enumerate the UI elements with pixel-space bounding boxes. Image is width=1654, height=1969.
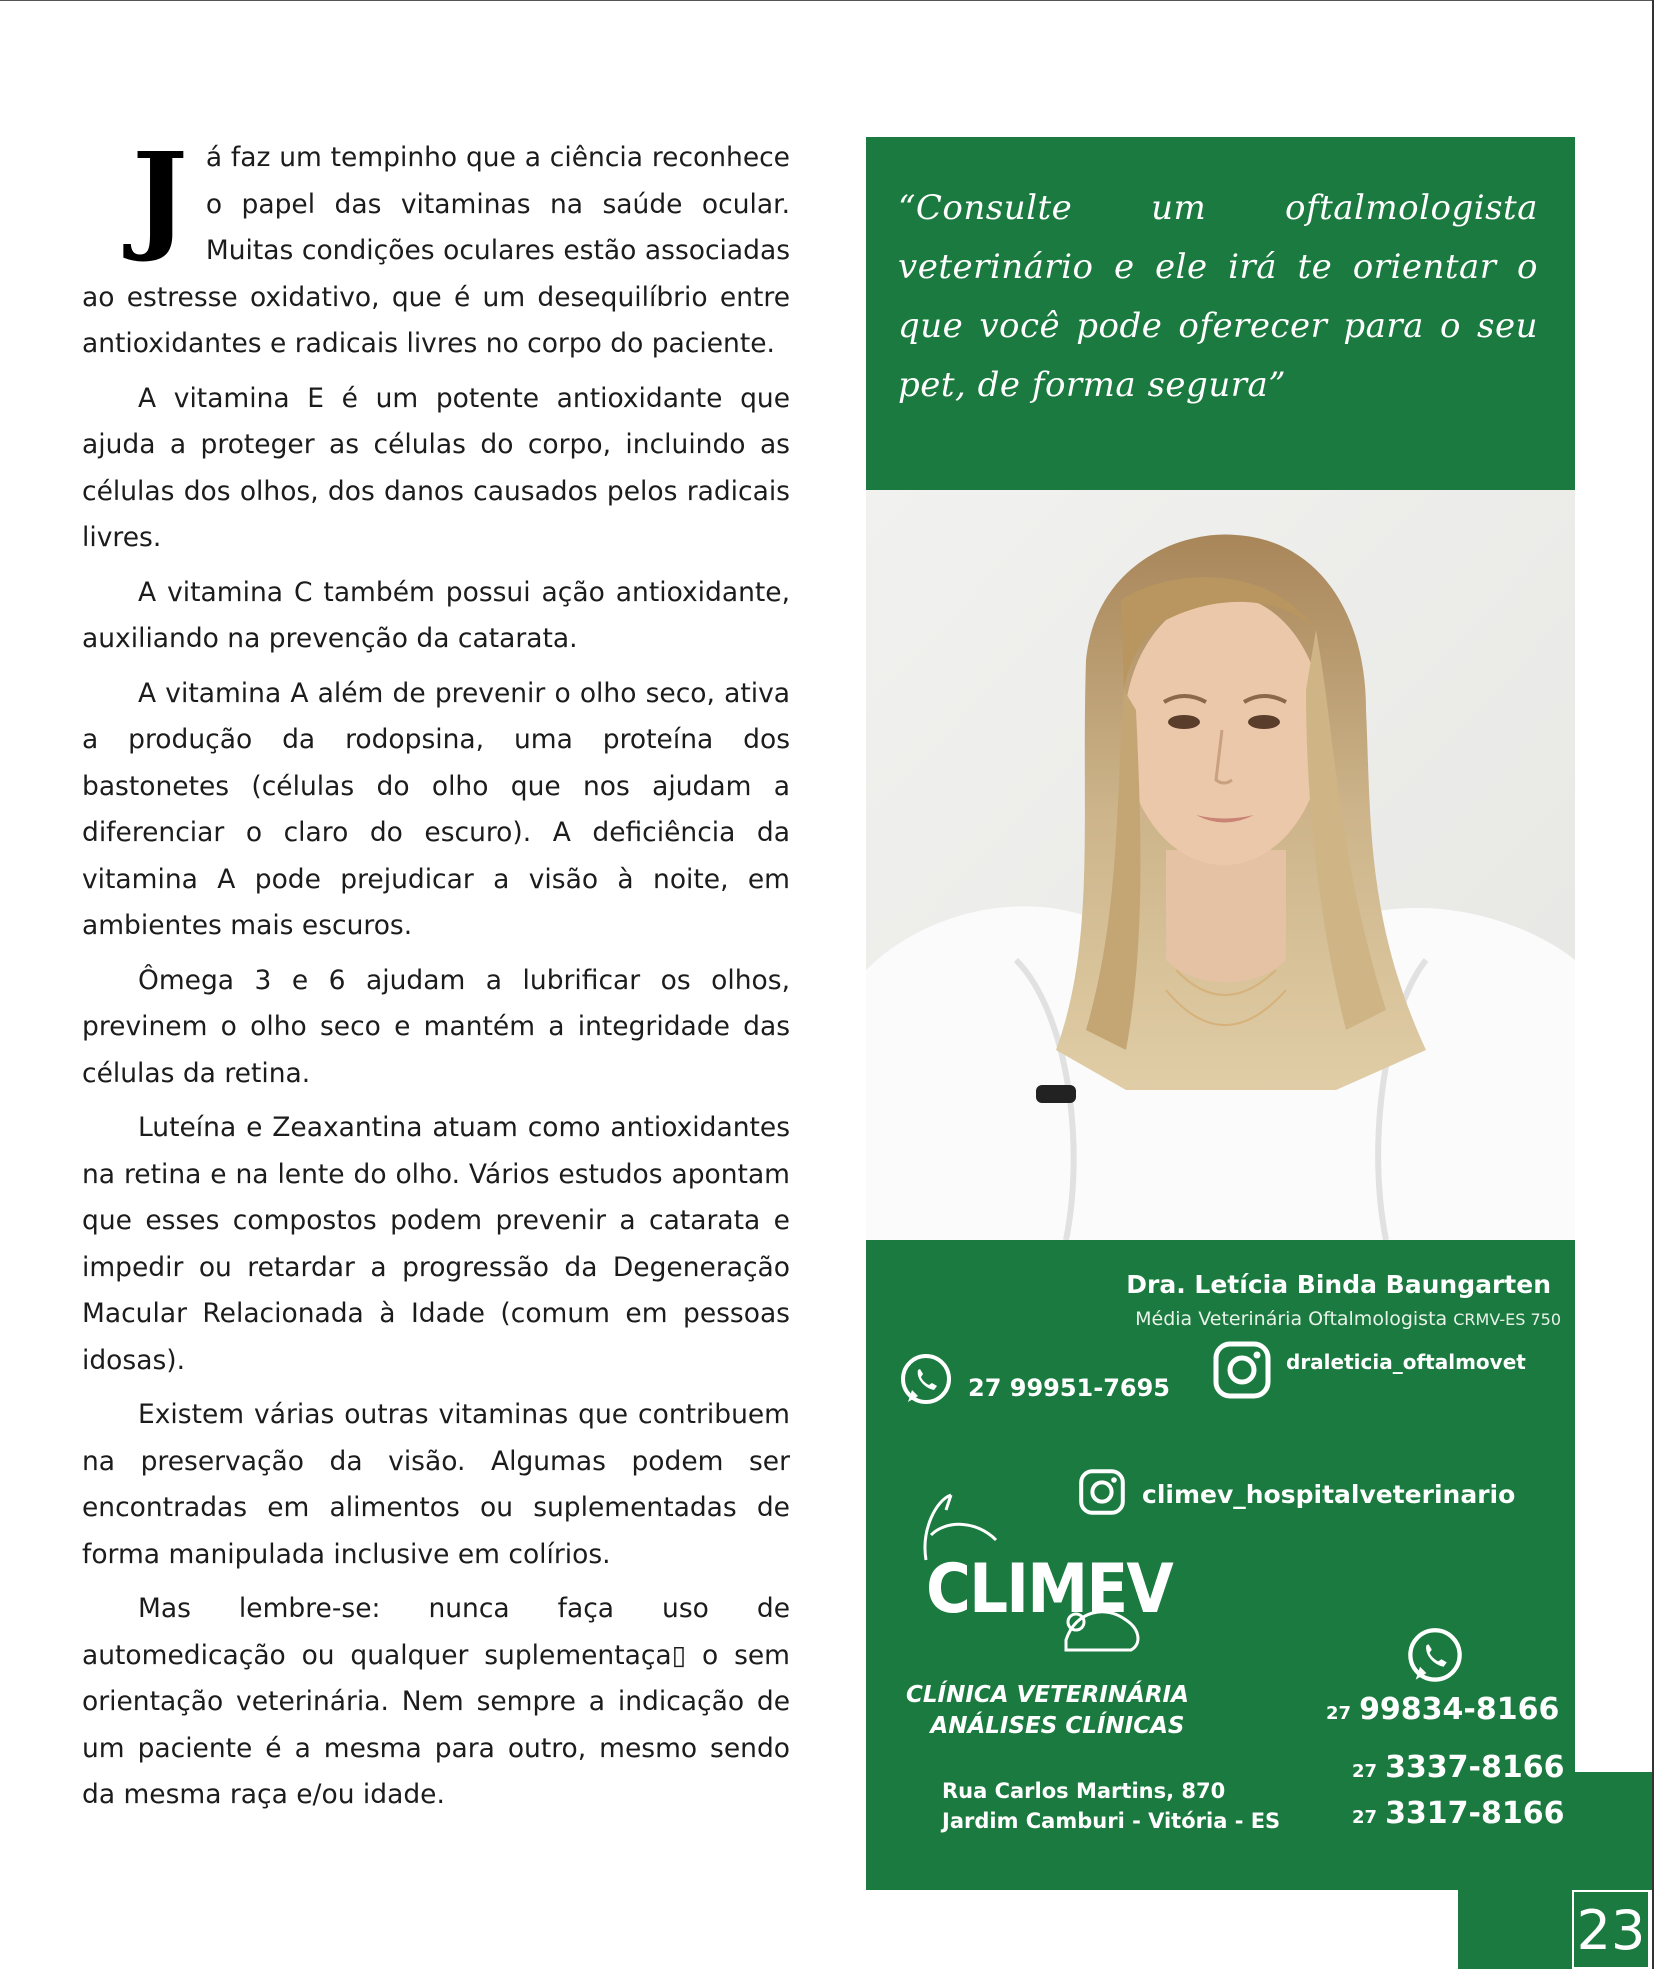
phone-number: 3317-8166 — [1385, 1796, 1565, 1831]
doctor-instagram[interactable] — [1212, 1340, 1526, 1404]
area-code: 27 — [1352, 1761, 1378, 1782]
doctor-phone: 27 99951-7695 — [968, 1374, 1171, 1402]
article-paragraph-7: Existem várias outras vitaminas que contribuem na preservação da visão. Algumas podem ser encontradas em alimentos ou suplementadas de forma manipulada inclusive em colírios. — [82, 1399, 790, 1570]
quote-box — [866, 137, 1575, 490]
clinic-subtitle-line1: CLÍNICA VETERINÁRIA — [906, 1682, 1189, 1708]
clinic-phone-3[interactable] — [1352, 1796, 1565, 1831]
clinic-subtitle-line2: ANÁLISES CLÍNICAS — [930, 1713, 1185, 1739]
whatsapp-icon — [1405, 1626, 1465, 1690]
article-paragraph-1 — [82, 126, 790, 368]
paragraph-text: á faz um tempinho que a ciência reconhece o papel das vitaminas na saúde ocular. Muitas condições oculares estão associadas ao estresse oxidativo, que é um desequilíbrio entre antioxidantes e radicais livres no corpo do paciente. — [82, 142, 790, 359]
page-number: 23 — [1576, 1899, 1646, 1962]
phone-number: 99834-8166 — [1359, 1692, 1560, 1727]
clinic-address — [942, 1776, 1280, 1836]
clinic-instagram-handle: climev_hospitalveterinario — [1142, 1479, 1516, 1509]
area-code: 27 — [1352, 1807, 1378, 1828]
doctor-crmv: CRMV-ES 750 — [1453, 1310, 1561, 1329]
clinic-logo: CLIMEV — [926, 1550, 1172, 1629]
article-paragraph-2: A vitamina E é um potente antioxidante que ajuda a proteger as células do corpo, incluindo as células dos olhos, dos danos causados pelos radicais livres. — [82, 382, 790, 553]
clinic-phone-1[interactable] — [1326, 1692, 1559, 1727]
doctor-instagram-handle: draleticia_oftalmovet — [1286, 1350, 1526, 1374]
doctor-role: Média Veterinária Oftalmologista — [1135, 1308, 1448, 1330]
page-border-top — [0, 0, 1652, 1]
page-corner-block — [1575, 1772, 1652, 1890]
page-corner-block — [1458, 1890, 1572, 1969]
address-line1: Rua Carlos Martins, 870 — [942, 1779, 1226, 1803]
area-code: 27 — [1326, 1703, 1352, 1724]
article-body — [82, 126, 790, 1827]
address-line2: Jardim Camburi - Vitória - ES — [942, 1809, 1281, 1833]
article-paragraph-4: A vitamina A além de prevenir o olho seco, ativa a produção da rodopsina, uma proteína dos bastonetes (células do olho que nos ajudam a diferenciar o claro do escuro). A deficiência da vitamina A pode prejudicar a visão à noite, em ambientes mais escuros. — [82, 677, 790, 941]
doctor-whatsapp[interactable] — [898, 1352, 1170, 1412]
whatsapp-icon — [898, 1352, 954, 1412]
portrait-illustration — [866, 490, 1575, 1240]
clinic-subtitle — [906, 1680, 1189, 1742]
doctor-name: Dra. Letícia Binda Baungarten — [1126, 1270, 1551, 1299]
clinic-phone-2[interactable] — [1352, 1750, 1565, 1785]
doctor-photo — [866, 490, 1575, 1240]
drop-cap: J — [132, 126, 188, 265]
instagram-icon — [1212, 1340, 1272, 1404]
article-paragraph-5: Ômega 3 e 6 ajudam a lubrificar os olhos, previnem o olho seco e mantém a integridade das células da retina. — [82, 964, 790, 1089]
pull-quote: “Consulte um oftalmologista veterinário e ele irá te orientar o que você pode oferecer para o seu pet, de forma segura” — [898, 188, 1538, 405]
article-paragraph-3: A vitamina C também possui ação antioxidante, auxiliando na prevenção da catarata. — [82, 576, 790, 654]
page-number-box — [1572, 1890, 1650, 1969]
doctor-role-line — [1135, 1308, 1561, 1330]
article-paragraph-8: Mas lembre-se: nunca faça uso de automedicação ou qualquer suplementaça▯ o sem orientação veterinária. Nem sempre a indicação de um paciente é a mesma para outro, mesmo sendo da mesma raça e/ou idade. — [82, 1593, 790, 1810]
phone-number: 3337-8166 — [1385, 1750, 1565, 1785]
contact-panel — [866, 1240, 1575, 1890]
article-paragraph-6: Luteína e Zeaxantina atuam como antioxidantes na retina e na lente do olho. Vários estudos apontam que esses compostos podem prevenir a catarata e impedir ou retardar a progressão da Degeneração Macular Relacionada à Idade (comum em pessoas idosas). — [82, 1112, 790, 1376]
